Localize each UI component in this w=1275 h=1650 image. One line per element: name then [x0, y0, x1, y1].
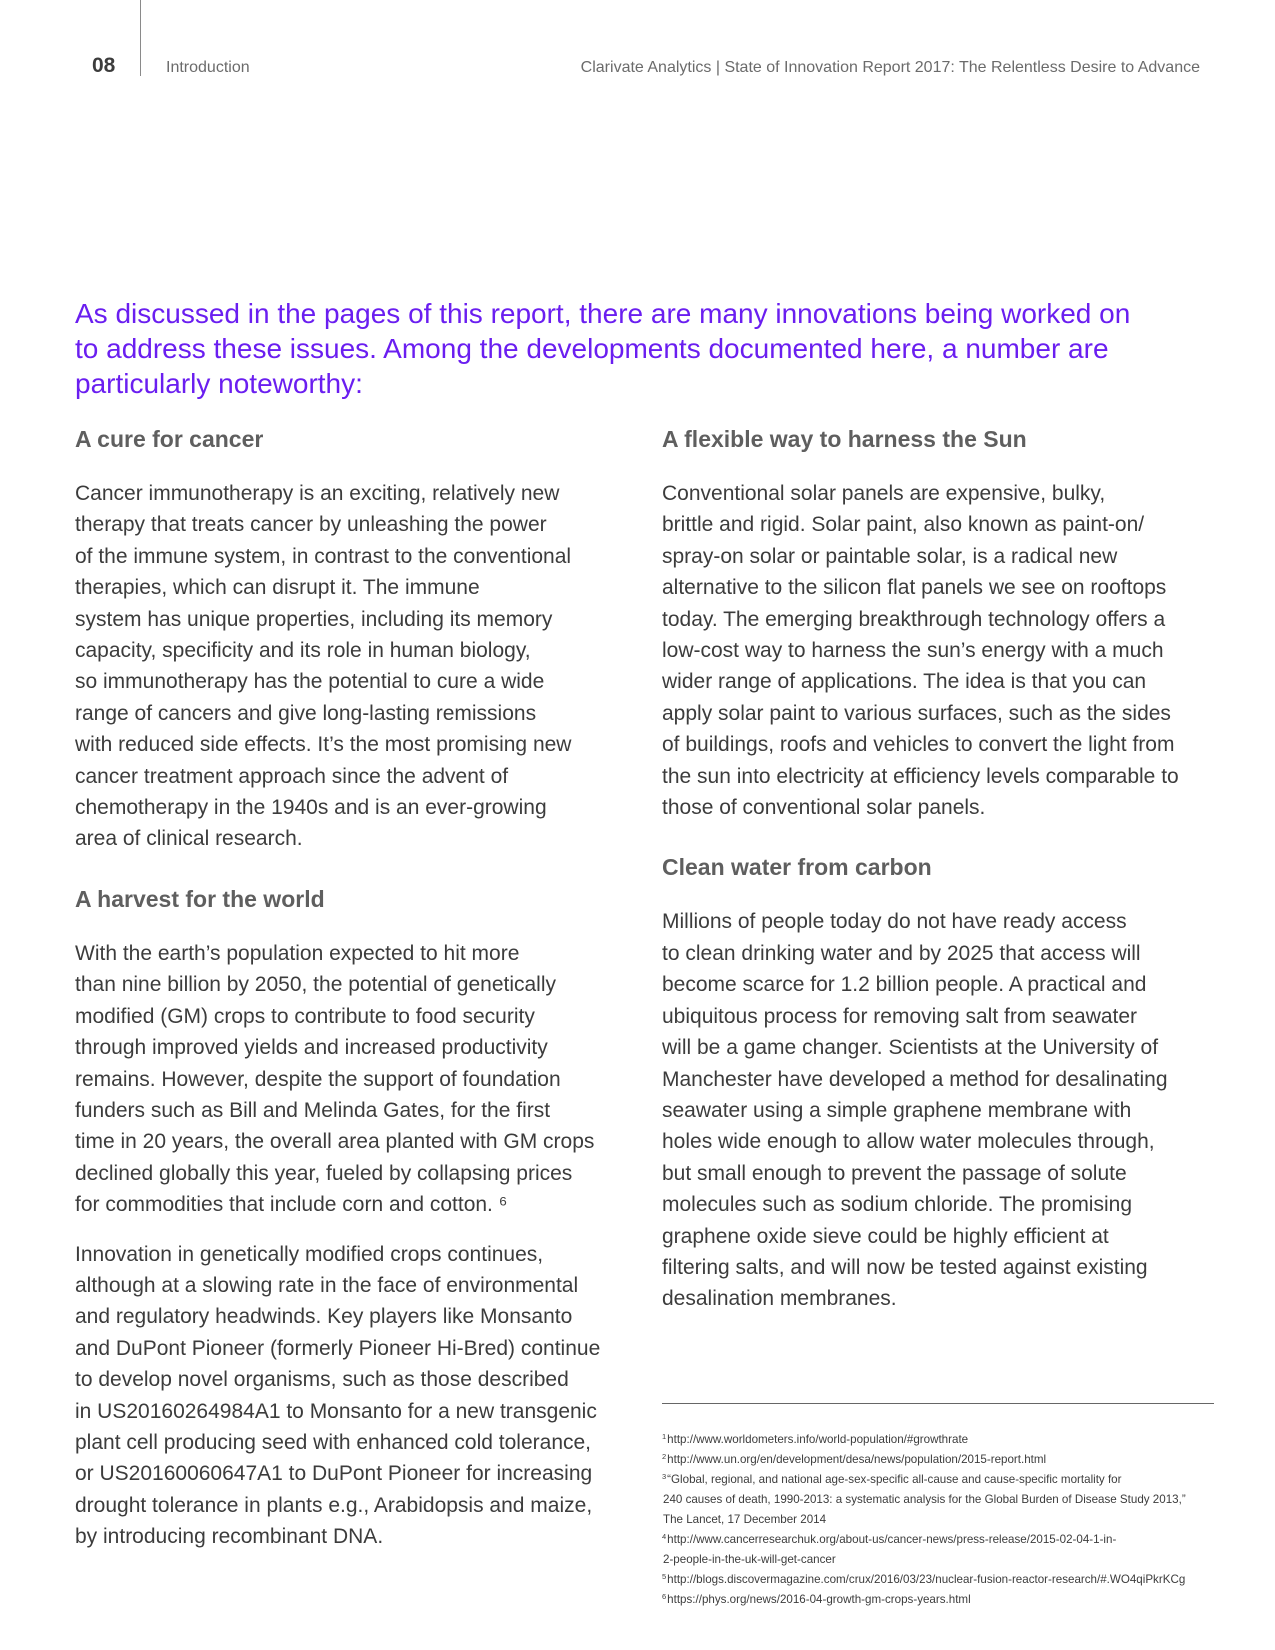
- water-paragraph: [662, 906, 1210, 1314]
- text-line: than nine billion by 2050, the potential of genetically: [75, 973, 557, 997]
- text-line: by introducing recombinant DNA.: [75, 1525, 384, 1549]
- heading-harness-the-sun: A flexible way to harness the Sun: [662, 426, 1027, 452]
- text-line: and DuPont Pioneer (formerly Pioneer Hi-Bred) continue: [75, 1336, 601, 1360]
- text-line: time in 20 years, the overall area planted with GM crops: [75, 1130, 595, 1154]
- text-line: drought tolerance in plants e.g., Arabidopsis and maize,: [75, 1493, 593, 1517]
- text-line: remains. However, despite the support of foundation: [75, 1067, 561, 1091]
- text-line: of the immune system, in contrast to the conventional: [75, 544, 572, 568]
- text-line: ubiquitous process for removing salt from seawater: [662, 1004, 1138, 1028]
- text-line: those of conventional solar panels.: [662, 796, 986, 820]
- text-line: the sun into electricity at efficiency levels comparable to: [662, 764, 1179, 788]
- text-line: with reduced side effects. It’s the most promising new: [75, 733, 572, 757]
- footnote-mark: 6: [662, 1592, 667, 1601]
- footnote-line: [662, 1588, 1222, 1608]
- heading-harvest-for-the-world: A harvest for the world: [75, 885, 325, 912]
- sun-paragraph: [662, 478, 1210, 823]
- footnote-mark: 5: [662, 1572, 667, 1581]
- heading-clean-water-from-carbon: Clean water from carbon: [662, 854, 932, 881]
- text-line: become scarce for 1.2 billion people. A practical and: [662, 973, 1147, 997]
- text-line: With the earth’s population expected to hit more: [75, 941, 520, 965]
- footnote-text: http://www.cancerresearchuk.org/about-us/cancer-news/press-release/2015-02-04-1-in-: [667, 1533, 1117, 1546]
- text-line: modified (GM) crops to contribute to food security: [75, 1004, 535, 1028]
- text-line: Manchester have developed a method for desalinating: [662, 1067, 1168, 1091]
- footnote-text: https://phys.org/news/2016-04-growth-gm-crops-years.html: [667, 1593, 971, 1606]
- text-line: plant cell producing seed with enhanced cold tolerance,: [75, 1430, 592, 1454]
- footnote-mark: 2: [662, 1452, 667, 1461]
- harvest-paragraph-2: [75, 1239, 635, 1553]
- footnote-line: [662, 1568, 1222, 1588]
- text-line: filtering salts, and will now be tested against existing: [662, 1255, 1148, 1279]
- text-line: chemotherapy in the 1940s and is an ever-growing: [75, 796, 547, 820]
- text-line: Cancer immunotherapy is an exciting, relatively new: [75, 482, 560, 505]
- text-line: apply solar paint to various surfaces, such as the sides: [662, 701, 1171, 725]
- footnote-mark: 1: [662, 1432, 667, 1441]
- text-line: alternative to the silicon flat panels we see on rooftops: [662, 576, 1167, 600]
- text-line: Innovation in genetically modified crops continues,: [75, 1242, 544, 1266]
- intro-line: to address these issues. Among the developments documented here, a number are: [75, 333, 1109, 364]
- text-line: seawater using a simple graphene membrane with: [662, 1098, 1132, 1122]
- text-line: low-cost way to harness the sun’s energy with a much: [662, 639, 1164, 663]
- footnote-divider: [662, 1403, 1214, 1404]
- text-line: Millions of people today do not have ready access: [662, 910, 1127, 934]
- right-column: [662, 426, 1210, 1315]
- footnote-text: http://blogs.discovermagazine.com/crux/2016/03/23/nuclear-fusion-reactor-research/#.WO4qiPkrKCg: [667, 1573, 1186, 1586]
- text-line: declined globally this year, fueled by collapsing prices: [75, 1161, 573, 1185]
- text-line: to clean drinking water and by 2025 that access will: [662, 941, 1141, 965]
- text-line: wider range of applications. The idea is that you can: [662, 670, 1147, 694]
- footnote-line: [662, 1488, 1222, 1508]
- heading-cure-for-cancer: A cure for cancer: [75, 426, 264, 452]
- text-line: desalination membranes.: [662, 1287, 897, 1311]
- text-line: today. The emerging breakthrough technology offers a: [662, 607, 1166, 631]
- text-line: but small enough to prevent the passage of solute: [662, 1161, 1127, 1185]
- header-divider: [140, 0, 141, 76]
- footnote-text: http://www.un.org/en/development/desa/news/population/2015-report.html: [667, 1453, 1047, 1466]
- text-line: through improved yields and increased productivity: [75, 1036, 548, 1060]
- text-line: to develop novel organisms, such as those described: [75, 1368, 569, 1392]
- text-line: or US20160060647A1 to DuPont Pioneer for increasing: [75, 1462, 593, 1486]
- footnote-mark: 4: [662, 1532, 667, 1541]
- footnote-mark: 3: [662, 1472, 667, 1481]
- text-line: although at a slowing rate in the face of environmental: [75, 1273, 579, 1297]
- text-line: spray-on solar or paintable solar, is a radical new: [662, 544, 1118, 568]
- footnotes: [662, 1428, 1222, 1608]
- footnote-text: 240 causes of death, 1990-2013: a systematic analysis for the Global Burden of Disease Study 2013,”: [663, 1493, 1186, 1506]
- text-line: for commodities that include corn and cotton. ⁶: [75, 1193, 508, 1217]
- section-label: Introduction: [166, 59, 250, 76]
- footnote-line: [662, 1548, 1222, 1568]
- text-line: therapies, which can disrupt it. The immune: [75, 576, 480, 600]
- intro-line: As discussed in the pages of this report, there are many innovations being worked on: [75, 298, 1131, 329]
- text-line: holes wide enough to allow water molecules through,: [662, 1130, 1155, 1154]
- footnote-line: [662, 1508, 1222, 1528]
- left-column: [75, 426, 635, 1553]
- page-number: 08: [92, 54, 116, 77]
- footnote-text: http://www.worldometers.info/world-population/#growthrate: [667, 1433, 969, 1446]
- intro-line: particularly noteworthy:: [75, 368, 363, 399]
- intro-statement: [75, 296, 1205, 401]
- text-line: system has unique properties, including its memory: [75, 607, 553, 631]
- harvest-paragraph-1: [75, 938, 635, 1221]
- text-line: so immunotherapy has the potential to cure a wide: [75, 670, 545, 694]
- cancer-paragraph: [75, 478, 635, 855]
- running-title: Clarivate Analytics | State of Innovation Report 2017: The Relentless Desire to Advance: [580, 59, 1200, 76]
- text-line: graphene oxide sieve could be highly efficient at: [662, 1224, 1109, 1248]
- footnote-text: The Lancet, 17 December 2014: [663, 1513, 827, 1526]
- text-line: Conventional solar panels are expensive, bulky,: [662, 482, 1106, 505]
- text-line: in US20160264984A1 to Monsanto for a new transgenic: [75, 1399, 597, 1423]
- text-line: range of cancers and give long-lasting remissions: [75, 701, 537, 725]
- text-line: molecules such as sodium chloride. The promising: [662, 1193, 1132, 1217]
- footnote-line: [662, 1468, 1222, 1488]
- text-line: therapy that treats cancer by unleashing the power: [75, 513, 547, 537]
- text-line: brittle and rigid. Solar paint, also known as paint-on/: [662, 513, 1145, 537]
- footnote-text: 2-people-in-the-uk-will-get-cancer: [663, 1553, 836, 1566]
- text-line: of buildings, roofs and vehicles to convert the light from: [662, 733, 1175, 757]
- footnote-line: [662, 1448, 1222, 1468]
- text-line: capacity, specificity and its role in human biology,: [75, 639, 531, 663]
- text-line: area of clinical research.: [75, 827, 303, 851]
- text-line: will be a game changer. Scientists at the University of: [662, 1036, 1159, 1060]
- footnote-line: [662, 1428, 1222, 1448]
- text-line: and regulatory headwinds. Key players like Monsanto: [75, 1305, 573, 1329]
- footnote-line: [662, 1528, 1222, 1548]
- footnote-text: “Global, regional, and national age-sex-specific all-cause and cause-specific mortality for: [667, 1473, 1122, 1486]
- text-line: cancer treatment approach since the advent of: [75, 764, 509, 788]
- text-line: funders such as Bill and Melinda Gates, for the first: [75, 1098, 551, 1122]
